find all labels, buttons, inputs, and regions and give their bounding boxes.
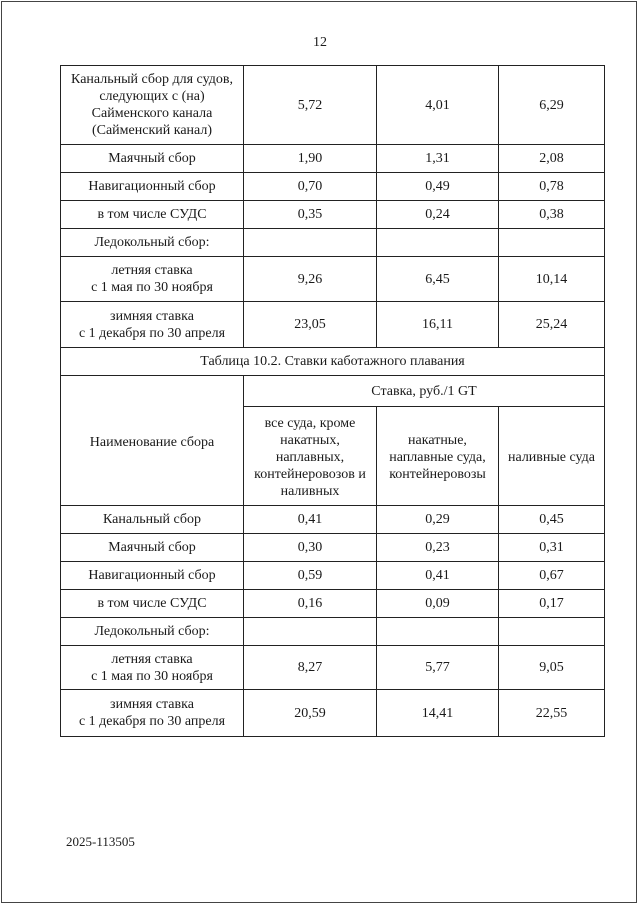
rate-cell: 0,35 <box>244 201 377 229</box>
rate-cell: 25,24 <box>499 302 605 348</box>
subheader-roro-containers: накатные, наплавные суда, контейнеровозы <box>377 407 499 506</box>
rate-cell: 0,59 <box>244 562 377 590</box>
rate-cell: 0,67 <box>499 562 605 590</box>
fee-name-cell: Ледокольный сбор: <box>61 618 244 646</box>
rate-cell: 8,27 <box>244 646 377 690</box>
rate-cell: 0,29 <box>377 506 499 534</box>
table-caption-row <box>61 348 605 376</box>
rate-cell: 22,55 <box>499 690 605 737</box>
table-row <box>61 506 605 534</box>
rate-cell <box>499 229 605 257</box>
table-row <box>61 257 605 302</box>
rate-cell: 0,78 <box>499 173 605 201</box>
rate-cell: 1,31 <box>377 145 499 173</box>
fee-name-cell: летняя ставка с 1 мая по 30 ноября <box>61 646 244 690</box>
rate-cell: 4,01 <box>377 66 499 145</box>
rate-cell: 6,45 <box>377 257 499 302</box>
rate-cell: 0,45 <box>499 506 605 534</box>
document-id: 2025-113505 <box>66 834 135 849</box>
rate-cell: 0,70 <box>244 173 377 201</box>
fee-name-cell: Маячный сбор <box>61 534 244 562</box>
table-row <box>61 534 605 562</box>
rate-cell: 2,08 <box>499 145 605 173</box>
rate-cell: 0,41 <box>377 562 499 590</box>
column-header-name: Наименование сбора <box>61 376 244 506</box>
rate-cell: 20,59 <box>244 690 377 737</box>
rate-cell: 14,41 <box>377 690 499 737</box>
rate-cell: 9,05 <box>499 646 605 690</box>
fee-name-cell: зимняя ставка с 1 декабря по 30 апреля <box>61 690 244 737</box>
fee-name-cell: зимняя ставка с 1 декабря по 30 апреля <box>61 302 244 348</box>
table-row <box>61 229 605 257</box>
rate-cell: 0,17 <box>499 590 605 618</box>
rate-cell: 0,23 <box>377 534 499 562</box>
table-row <box>61 302 605 348</box>
rate-cell <box>377 229 499 257</box>
page-number: 12 <box>313 35 327 50</box>
rate-cell: 0,31 <box>499 534 605 562</box>
rate-cell: 0,16 <box>244 590 377 618</box>
rate-cell: 10,14 <box>499 257 605 302</box>
table-row <box>61 201 605 229</box>
table-row <box>61 690 605 737</box>
fee-name-cell: Маячный сбор <box>61 145 244 173</box>
table-row <box>61 618 605 646</box>
rate-cell: 16,11 <box>377 302 499 348</box>
subheader-all-vessels: все суда, кроме накатных, наплавных, контейнеровозов и наливных <box>244 407 377 506</box>
fee-name-cell: Канальный сбор <box>61 506 244 534</box>
table-row <box>61 590 605 618</box>
rate-cell: 5,72 <box>244 66 377 145</box>
table-row <box>61 562 605 590</box>
rate-cell: 0,24 <box>377 201 499 229</box>
fee-name-cell: в том числе СУДС <box>61 590 244 618</box>
fee-name-cell: Ледокольный сбор: <box>61 229 244 257</box>
rate-cell <box>499 618 605 646</box>
rate-cell: 9,26 <box>244 257 377 302</box>
rate-cell: 23,05 <box>244 302 377 348</box>
header-row <box>61 376 605 407</box>
fee-name-cell: Навигационный сбор <box>61 173 244 201</box>
fee-name-cell: в том числе СУДС <box>61 201 244 229</box>
rate-cell: 5,77 <box>377 646 499 690</box>
rate-cell: 0,38 <box>499 201 605 229</box>
rate-cell: 0,41 <box>244 506 377 534</box>
rate-cell: 0,49 <box>377 173 499 201</box>
rate-cell: 0,30 <box>244 534 377 562</box>
table-title: Таблица 10.2. Ставки каботажного плавания <box>61 348 605 376</box>
table-row <box>61 173 605 201</box>
rate-cell: 0,09 <box>377 590 499 618</box>
subheader-tankers: наливные суда <box>499 407 605 506</box>
rate-cell <box>377 618 499 646</box>
rate-cell <box>244 618 377 646</box>
rate-cell <box>244 229 377 257</box>
rate-cell: 1,90 <box>244 145 377 173</box>
fee-name-cell: летняя ставка с 1 мая по 30 ноября <box>61 257 244 302</box>
rates-table <box>60 65 605 737</box>
table-row <box>61 66 605 145</box>
rate-cell: 6,29 <box>499 66 605 145</box>
fee-name-cell: Канальный сбор для судов, следующих с (на) Сайменского канала (Сайменский канал) <box>61 66 244 145</box>
table-row <box>61 646 605 690</box>
fee-name-cell: Навигационный сбор <box>61 562 244 590</box>
table-row <box>61 145 605 173</box>
column-header-rate: Ставка, руб./1 GT <box>244 376 605 407</box>
